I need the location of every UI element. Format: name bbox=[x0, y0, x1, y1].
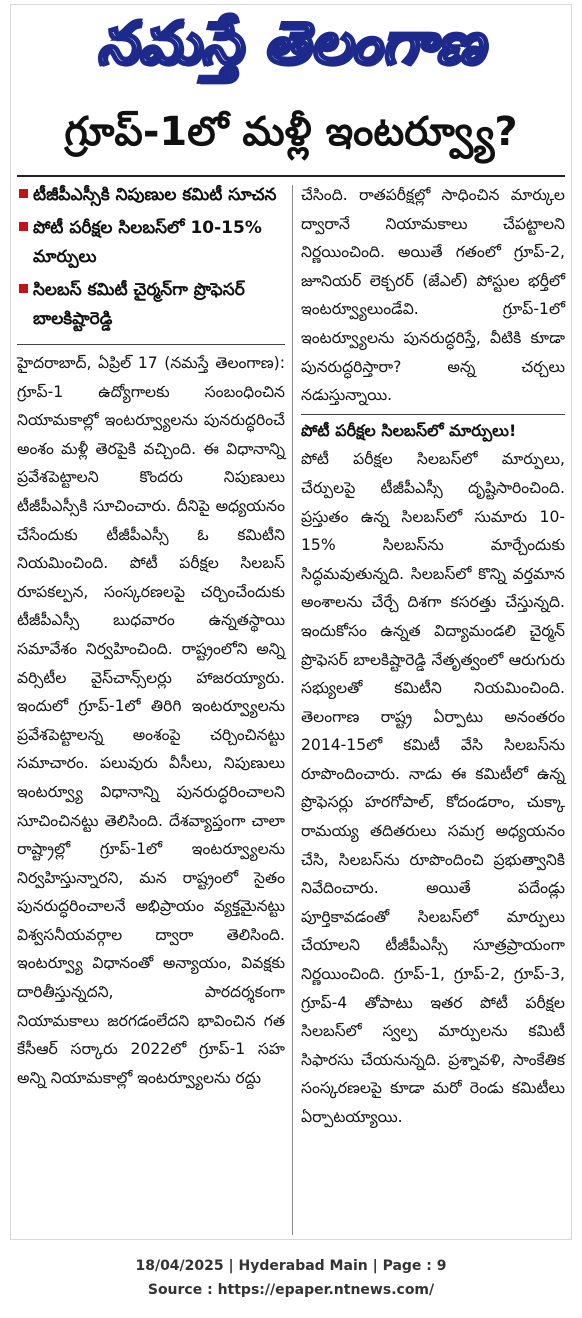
newspaper-masthead bbox=[11, 8, 571, 89]
bullet-item: సిలబస్ కమిటీ చైర్మన్‌గా ప్రొఫెసర్ బాలకిష్టారెడ్డి bbox=[17, 276, 285, 334]
bullet-item: టీజీపీఎస్సీకి నిపుణుల కమిటీ సూచన bbox=[17, 181, 285, 210]
article-body-right: చేసింది. రాతపరీక్షల్లో సాధించిన మార్కుల ద్వారానే నియామకాలు చేపట్టాలని నిర్ణయించింది. అయితే గతంలో గ్రూప్-2, జూనియర్ లెక్చరర్ (జేఎల్) పోస్టుల భర్తీలో ఇంటర్వ్యూలుండేవి. గ్రూప్-1లో ఇంటర్వ్యూలను పునరుద్ధరిస్తే, వీటికి కూడా పునరుద్ధరిస్తారా? అన్న చర్చలు నడుస్తున్నాయి. bbox=[301, 186, 565, 405]
headline-rule bbox=[17, 175, 565, 177]
article-column-left bbox=[17, 181, 285, 1092]
column-divider bbox=[292, 185, 293, 1235]
bullet-item: పోటీ పరీక్షల సిలబస్‌లో 10-15% మార్పులు bbox=[17, 214, 285, 272]
masthead-title: నమస్తే తెలంగాణ bbox=[97, 8, 485, 77]
article-headline: గ్రూప్-1లో మళ్లీ ఇంటర్వ్యూ? bbox=[64, 109, 518, 155]
article-body-left: హైదరాబాద్, ఏప్రిల్ 17 (నమస్తే తెలంగాణ): గ్రూప్-1 ఉద్యోగాలకు సంబంధించిన నియామకాల్లో ఇంటర్వ్యూలను పునరుద్ధరించే అంశం మళ్లీ తెరపైకి వచ్చింది. ఈ విధానాన్ని ప్రవేశపెట్టాలని కొందరు నిపుణులు టీజీపీఎస్సీకి సూచించారు. దీనిపై అధ్యయనం చేసేందుకు టీజీపీఎస్సీ ఓ కమిటీని నియమించింది. పోటీ పరీక్షల సిలబస్ రూపకల్పన, సంస్కరణలపై చర్చించేందుకు టీజీపీఎస్సీ బుధవారం ఉన్నతస్థాయి సమావేశం నిర్వహించింది. రాష్ట్రంలోని అన్ని వర్సిటీల వైస్‌చాన్స్‌లర్లు హాజరయ్యారు. ఇందులో గ్రూప్-1లో తిరిగి ఇంటర్వ్యూలను ప్రవేశపెట్టాలన్న అంశంపై చర్చించినట్టు సమాచారం. పలువురు వీసీలు, నిపుణులు ఇంటర్వ్యూ విధానాన్ని పునరుద్ధరించాలని సూచించినట్టు తెలిసింది. దేశవ్యాప్తంగా చాలా రాష్ట్రాల్లో గ్రూప్-1లో ఇంటర్వ్యూలను నిర్వహిస్తున్నారని, మన రాష్ట్రంలో సైతం పునరుద్ధరించాలనే అభిప్రాయం వ్యక్తమైనట్టు విశ్వసనీయవర్గాల ద్వారా తెలిసింది. ఇంటర్వ్యూ విధానంతో అన్యాయం, వివక్షకు దారితీస్తున్నదని, పారదర్శకంగా నియామకాలు జరగడంలేదని భావించిన గత కేసీఆర్ సర్కారు 2022లో గ్రూప్-1 సహ అన్ని నియామకాల్లో ఇంటర్వ్యూలను రద్దు bbox=[17, 354, 285, 1087]
section-subheading: పోటీ పరీక్షల సిలబస్‌లో మార్పులు! bbox=[301, 414, 565, 446]
article-column-right bbox=[301, 181, 565, 1132]
publication-info: 18/04/2025 | Hyderabad Main | Page : 9 bbox=[135, 1258, 447, 1274]
article-body-right-continued: పోటీ పరీక్షల సిలబస్‌లో మార్పులు, చేర్పులపై టీజీపీఎస్సీ దృష్టిసారించింది. ప్రస్తుతం ఉన్న సిలబస్‌లో సుమారు 10-15% సిలబస్‌ను మార్చేందుకు సిద్ధమవుతున్నది. సిలబస్‌లో కొన్ని వర్తమాన అంశాలను చేర్చే దిశగా కసరత్తు చేస్తున్నది. ఇందుకోసం ఉన్నత విద్యామండలి చైర్మన్ ప్రొఫెసర్ బాలకిష్టారెడ్డి నేతృత్వంలో ఆరుగురు సభ్యులతో కమిటీని నియమించింది. తెలంగాణ రాష్ట్ర ఏర్పాటు అనంతరం 2014-15లో కమిటీ వేసి సిలబస్‌ను రూపొందించారు. నాడు ఈ కమిటీలో ఉన్న ప్రొఫెసర్లు హరగోపాల్, కోదండరాం, చుక్కా రామయ్య తదితరులు సమగ్ర అధ్యయనం చేసి, సిలబస్‌ను రూపొందించి ప్రభుత్వానికి నివేదించారు. అయితే పదేండ్లు పూర్తికావడంతో సిలబస్‌లో మార్పులు చేయాలని టీజీపీఎస్సీ సూత్రప్రాయంగా నిర్ణయించింది. గ్రూప్-1, గ్రూప్-2, గ్రూప్-3, గ్రూప్-4 తోపాటు ఇతర పోటీ పరీక్షల సిలబస్‌లో స్వల్ప మార్పులను కమిటీ సిఫారసు చేయనున్నది. ప్రశ్నావళి, సాంకేతిక సంస్కరణలపై కూడా మరో రెండు కమిటీలు ఏర్పాటయ్యాయి. bbox=[301, 450, 565, 1126]
news-clipping bbox=[10, 4, 572, 1240]
source-link[interactable]: Source : https://epaper.ntnews.com/ bbox=[147, 1282, 435, 1298]
highlight-bullets bbox=[17, 181, 285, 345]
